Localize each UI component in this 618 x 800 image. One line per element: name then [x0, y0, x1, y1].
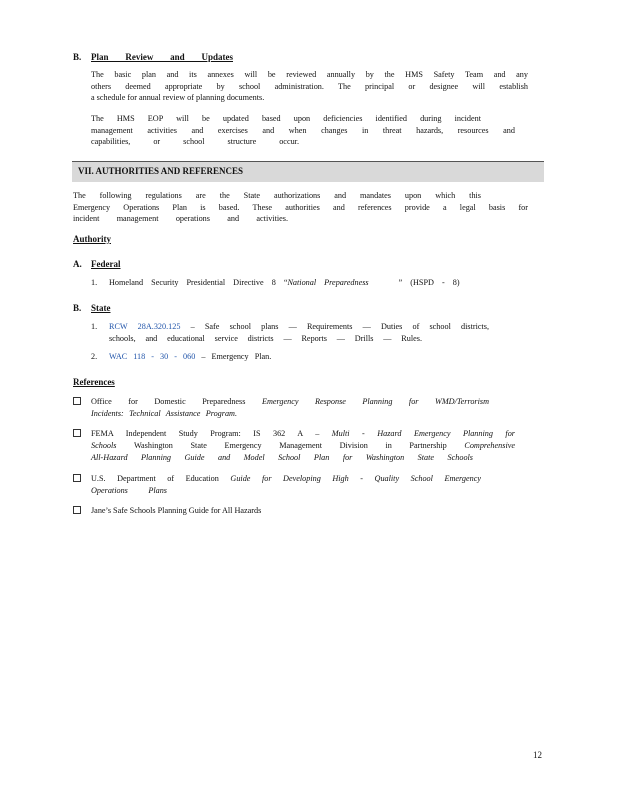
reference-2-plain: FEMA Independent Study Program: IS 362 A –: [91, 429, 332, 438]
reference-3-line-1: [91, 473, 481, 485]
reference-2-line-3: All-Hazard Planning Guide and Model School Plan for Washington State Schools: [91, 453, 473, 462]
federal-item-pre: Homeland Security Presidential Directive 8 “: [109, 278, 288, 287]
wac-link[interactable]: WAC 118 - 30 - 060: [109, 352, 196, 361]
reference-2-line-1: [91, 428, 515, 440]
text-line: capabilities, or school structure occur.: [91, 137, 299, 146]
checkbox-bullet-icon: [73, 474, 81, 482]
text-line: The following regulations are the State authorizations and mandates upon which this: [73, 191, 481, 200]
page-number: 12: [533, 750, 542, 760]
state-item-2-text: – Emergency Plan.: [201, 352, 272, 361]
text-line: a schedule for annual review of planning documents.: [91, 93, 265, 102]
text-line: incident management operations and activities.: [73, 214, 288, 223]
reference-1-line-1: [91, 396, 489, 408]
plan-review-paragraph-1: [91, 69, 528, 104]
reference-3-italic: Guide for Developing High - Quality School Emergency: [230, 474, 481, 483]
state-heading: State: [91, 303, 111, 313]
plan-review-heading: Plan Review and Updates: [91, 52, 233, 62]
text-line: management activities and exercises and when changes in threat hazards, resources and: [91, 125, 515, 135]
federal-item-post: ” (HSPD - 8): [398, 278, 460, 287]
reference-1-italic: Emergency Response Planning for WMD/Terrorism: [261, 397, 489, 406]
reference-3-line-2: Operations Plans: [91, 486, 167, 495]
state-letter: B.: [73, 303, 82, 313]
federal-item: [109, 277, 499, 289]
section-header-bar: [72, 161, 544, 182]
state-item-1: [109, 321, 489, 333]
text-line: others deemed appropriate by school administration. The principal or designee will establish: [91, 81, 528, 91]
reference-1-line-2: Incidents: Technical Assistance Program.: [91, 409, 237, 418]
references-heading: References: [73, 377, 115, 387]
state-item-1-line-2: schools, and educational service districts — Reports — Drills — Rules.: [109, 334, 422, 343]
text-line: The basic plan and its annexes will be reviewed annually by the HMS Safety Team and any: [91, 70, 528, 79]
reference-2-comprehensive: Comprehensive: [464, 441, 515, 450]
text-line: The HMS EOP will be updated based upon deficiencies identified during incident: [91, 114, 481, 123]
reference-2-line-2: [91, 440, 515, 452]
rcw-link[interactable]: RCW 28A.320.125: [109, 322, 181, 331]
state-item-2: [109, 351, 309, 363]
reference-2-middle: Washington State Emergency Management Division in Partnership: [116, 441, 465, 450]
checkbox-bullet-icon: [73, 506, 81, 514]
state-item-2-number: 2.: [91, 352, 98, 361]
state-item-1-line-1: – Safe school plans — Requirements — Duties of school districts,: [190, 322, 489, 331]
federal-item-number: 1.: [91, 278, 98, 287]
section-header-title: VII. AUTHORITIES AND REFERENCES: [78, 166, 244, 176]
federal-letter: A.: [73, 259, 82, 269]
checkbox-bullet-icon: [73, 429, 81, 437]
federal-item-italic: National Preparedness: [287, 278, 369, 287]
reference-2-italic: Multi - Hazard Emergency Planning for: [331, 429, 515, 438]
reference-1-plain: Office for Domestic Preparedness: [91, 397, 262, 406]
authority-heading: Authority: [73, 234, 111, 244]
intro-paragraph: [73, 190, 528, 225]
reference-4: Jane’s Safe Schools Planning Guide for All Hazards: [91, 506, 262, 515]
reference-3-plain: U.S. Department of Education: [91, 474, 231, 483]
state-item-1-number: 1.: [91, 322, 98, 331]
federal-heading: Federal: [91, 259, 121, 269]
section-letter: B.: [73, 52, 82, 62]
plan-review-paragraph-2: [91, 113, 515, 148]
text-line: Emergency Operations Plan is based. These authorities and references provide a legal basis for: [73, 202, 528, 212]
reference-2-schools: Schools: [91, 441, 117, 450]
checkbox-bullet-icon: [73, 397, 81, 405]
